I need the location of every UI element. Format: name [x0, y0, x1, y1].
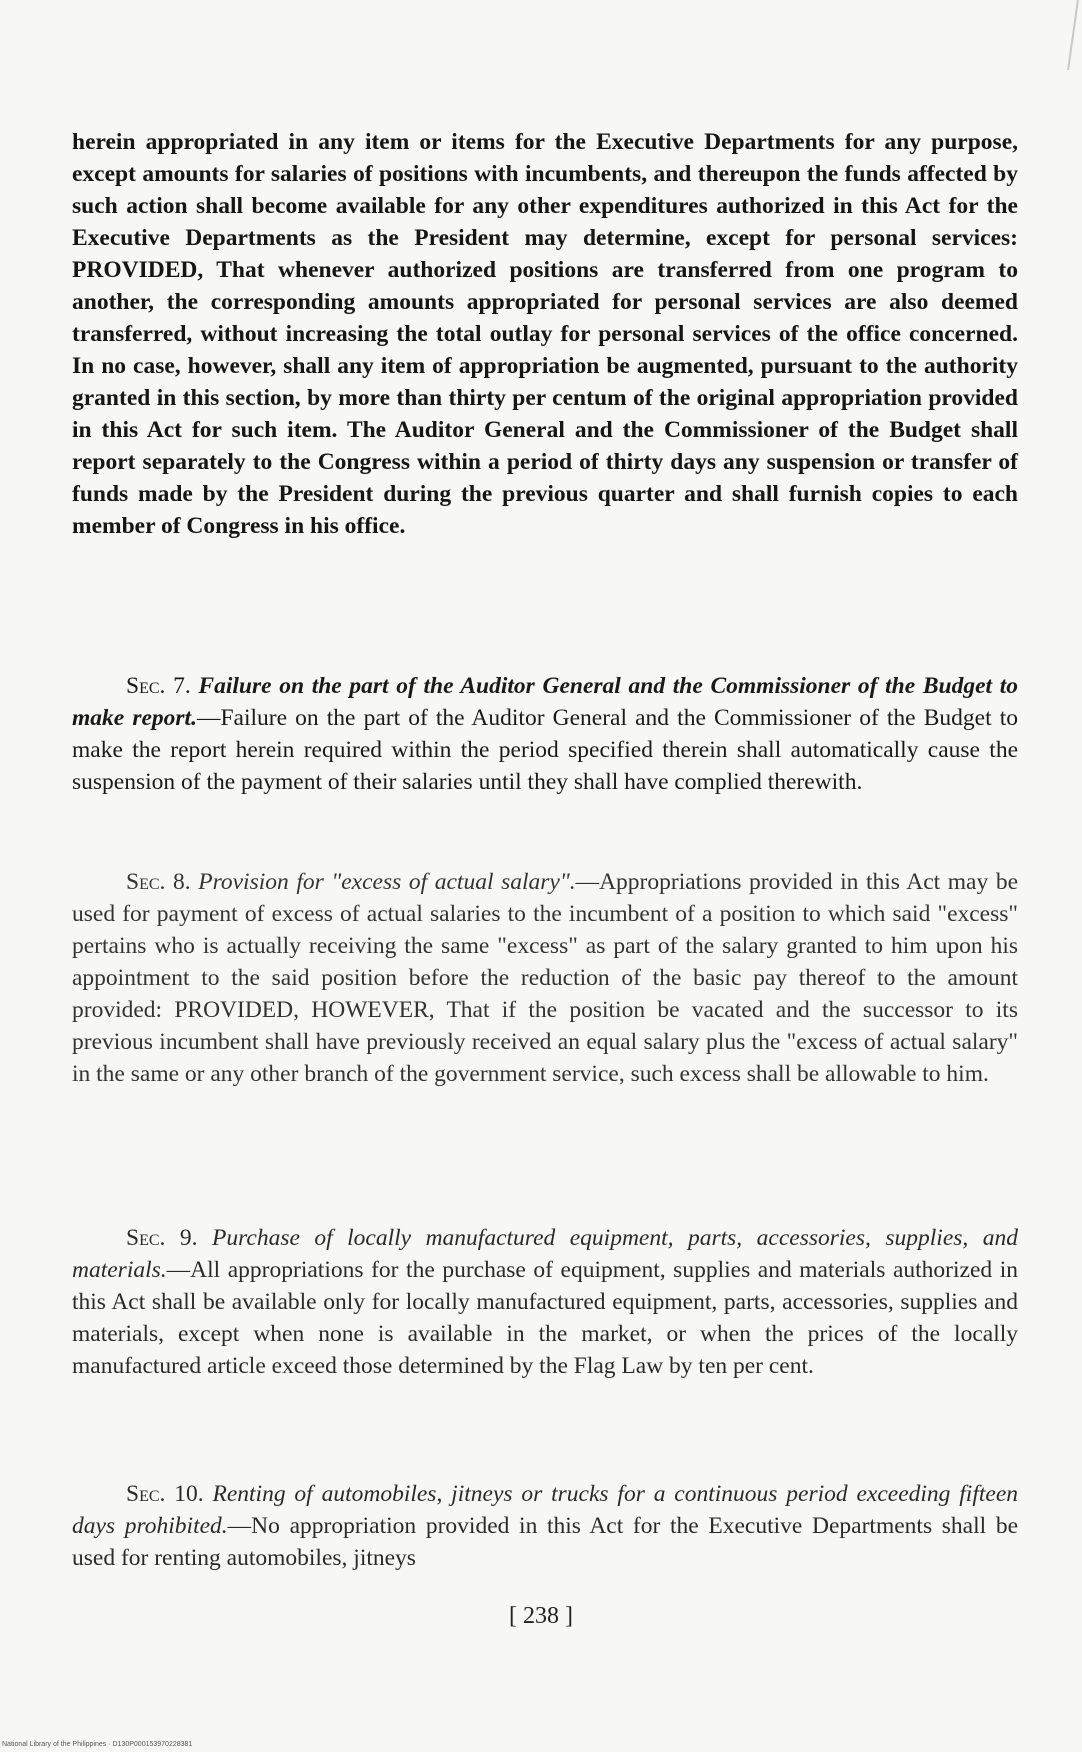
section-7-title: Failure on the part of the Auditor General and the Commissioner of the Budget to make report.: [72, 673, 1019, 731]
page-number: [ 238 ]: [509, 1603, 573, 1629]
section-9-body: —All appropriations for the purchase of equipment, supplies and materials authorized in this Act shall be available only for locally manufactured equipment, parts, accessories, supplies and materials, except when none is available in the market, or when the prices of the locally manufactured article exceed those determined by the Flag Law by ten per cent.: [72, 1257, 1018, 1379]
section-7: [72, 670, 1018, 798]
section-8-label: Sec. 8.: [126, 869, 191, 895]
section-8-body: —Appropriations provided in this Act may be used for payment of excess of actual salaries to the incumbent of a position to which said "excess" pertains who is actually receiving the same "excess" as part of the salary granted to him upon his appointment to the said position before the reduction of the basic pay thereof to the amount provided: PROVIDED, HOWEVER, That if the position be vacated and the successor to its previous incumbent shall have previously received an equal salary plus the "excess of actual salary" in the same or any other branch of the government service, such excess shall be allowable to him.: [72, 869, 1019, 1087]
section-9: [72, 1222, 1018, 1382]
section-7-body: —Failure on the part of the Auditor General and the Commissioner of the Budget to make the report herein required within the period specified therein shall automatically cause the suspension of the payment of their salaries until they shall have complied therewith.: [72, 705, 1018, 795]
section-9-title: Purchase of locally manufactured equipment, parts, accessories, supplies, and materials.: [72, 1225, 1019, 1283]
archive-footer-note: National Library of the Philippines · D130P000153970228381: [2, 1741, 193, 1748]
section-8: [72, 866, 1018, 1090]
section-10-body: —No appropriation provided in this Act for the Executive Departments shall be used for renting automobiles, jitneys: [72, 1513, 1018, 1571]
section-10-title: Renting of automobiles, jitneys or trucks for a continuous period exceeding fifteen days prohibited.: [72, 1481, 1019, 1539]
section-9-label: Sec. 9.: [126, 1225, 198, 1251]
section-8-title: Provision for "excess of actual salary".: [198, 869, 576, 895]
continuation-text: herein appropriated in any item or items for the Executive Departments for any purpose, except amounts for salaries of positions with incumbents, and thereupon the funds affected by such action shall become available for any other expenditures authorized in this Act for the Executive Departments as the President may determine, except for personal services: PROVIDED, That whenever authorized positions are transferred from one program to another, the corresponding amounts appropriated for personal services are also deemed transferred, without increasing the total outlay for personal services of the office concerned. In no case, however, shall any item of appropriation be augmented, pursuant to the authority granted in this section, by more than thirty per centum of the original appropriation provided in this Act for such item. The Auditor General and the Commissioner of the Budget shall report separately to the Congress within a period of thirty days any suspension or transfer of funds made by the President during the previous quarter and shall furnish copies to each member of Congress in his office.: [72, 129, 1018, 539]
continuation-paragraph: [72, 126, 1018, 542]
section-10-label: Sec. 10.: [126, 1481, 204, 1507]
section-10: [72, 1478, 1018, 1574]
section-7-label: Sec. 7.: [126, 673, 191, 699]
